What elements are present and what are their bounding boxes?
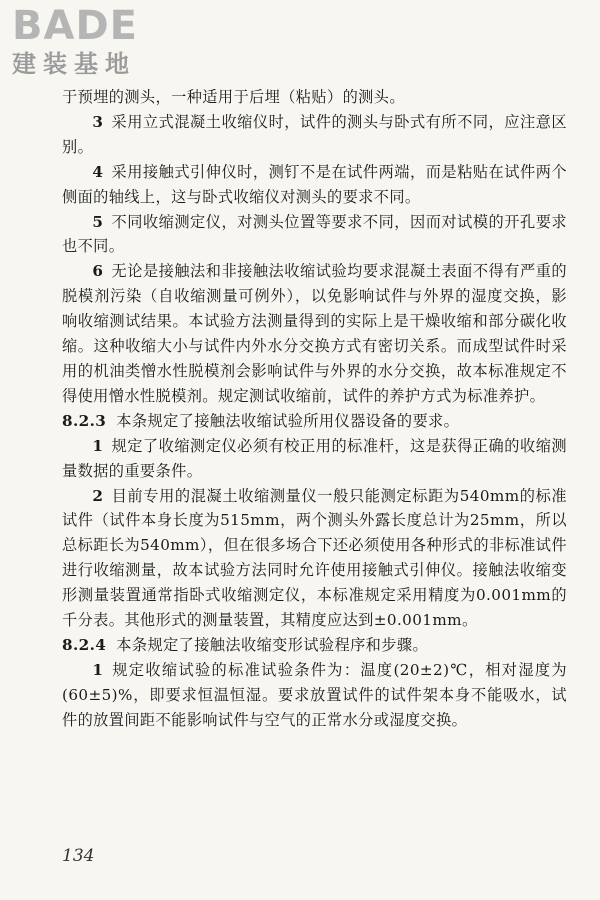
list-item-1b: 1 规定收缩试验的标准试验条件为：温度(20±2)℃，相对湿度为(60±5)%，即要求恒温恒湿。要求放置试件的试件架本身不能吸水，试件的放置间距不能影响试件与空气的正常水分或湿度交换。 <box>62 660 567 729</box>
logo-subtitle: 建装基地 <box>12 50 136 78</box>
list-item-1: 1 规定了收缩测定仪必须有校正用的标准杆，这是获得正确的收缩测量数据的重要条件。 <box>62 436 567 480</box>
document-body <box>62 85 567 733</box>
site-logo <box>10 4 180 82</box>
list-item-6: 6 无论是接触法和非接触法收缩试验均要求混凝土表面不得有严重的脱模剂污染（自收缩测量可例外），以免影响试件与外界的湿度交换，影响收缩测试结果。本试验方法测量得到的实际上是干燥收缩和部分碳化收缩。这种收缩大小与试件内外水分交换方式有密切关系。而成型试件时采用的机油类憎水性脱模剂会影响试件与外界的水分交换，故本标准规定不得使用憎水性脱模剂。规定测试收缩前，试件的养护方式为标准养护。 <box>62 262 567 405</box>
section-8-2-3: 8.2.3 本条规定了接触法收缩试验所用仪器设备的要求。 <box>62 411 460 430</box>
paragraph-continuation: 于预埋的测头，一种适用于后埋（粘贴）的测头。 <box>62 88 405 106</box>
list-item-5: 5 不同收缩测定仪，对测头位置等要求不同，因而对试模的开孔要求也不同。 <box>62 212 567 256</box>
list-item-3: 3 采用立式混凝土收缩仪时，试件的测头与卧式有所不同，应注意区别。 <box>62 112 567 156</box>
page-number: 134 <box>62 846 95 866</box>
list-item-2: 2 目前专用的混凝土收缩测量仪一般只能测定标距为540mm的标准试件（试件本身长度为515mm，两个测头外露长度总计为25mm，所以总标距长为540mm），但在很多场合下还必须使用各种形式的非标准试件进行收缩测量，故本试验方法同时允许使用接触式引伸仪。接触法收缩变形测量装置通常指卧式收缩测定仪，本标准规定采用精度为0.001mm的千分表。其他形式的测量装置，其精度应达到±0.001mm。 <box>62 486 567 630</box>
list-item-4: 4 采用接触式引伸仪时，测钉不是在试件两端，而是粘贴在试件两个侧面的轴线上，这与卧式收缩仪对测头的要求不同。 <box>62 162 567 206</box>
section-8-2-4: 8.2.4 本条规定了接触法收缩变形试验程序和步骤。 <box>62 635 429 654</box>
logo-brand: BADE <box>12 3 138 49</box>
